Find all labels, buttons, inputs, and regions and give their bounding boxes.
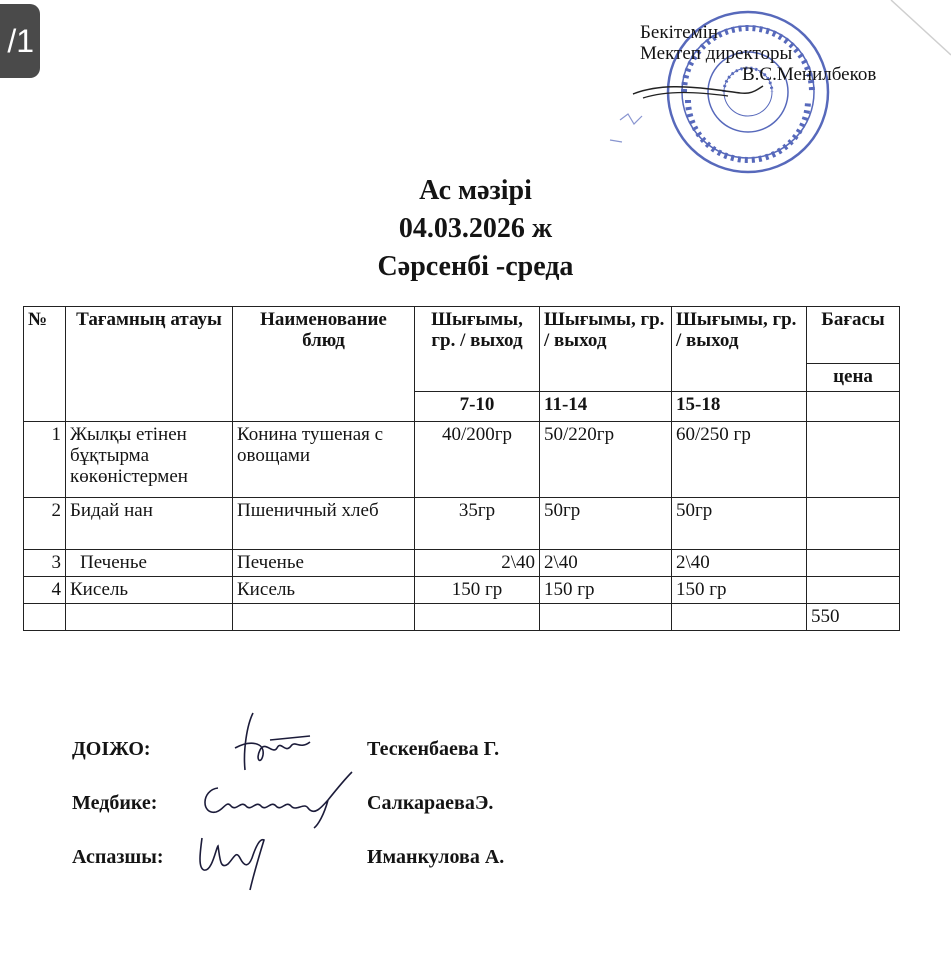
table-total-row: [24, 604, 900, 631]
header-age-3: 15-18: [672, 392, 807, 422]
price-cell: [807, 577, 900, 604]
dish-name-ru: Печенье: [233, 550, 415, 577]
handwritten-signature-1: [215, 710, 325, 775]
blank-cell: [24, 604, 66, 631]
table-row: [24, 422, 900, 498]
menu-title-block: [0, 172, 951, 286]
price-cell: [807, 550, 900, 577]
dish-name-kz: Бидай нан: [66, 498, 233, 550]
header-dish-ru: Наименование блюд: [233, 307, 415, 422]
signature-role: Медбике:: [72, 792, 158, 814]
blank-cell: [540, 604, 672, 631]
row-number: 3: [24, 550, 66, 577]
output-7-10: 150 гр: [415, 577, 540, 604]
dish-name-ru: Конина тушеная с овощами: [233, 422, 415, 498]
blank-cell: [672, 604, 807, 631]
output-11-14: 50гр: [540, 498, 672, 550]
output-7-10: 35гр: [415, 498, 540, 550]
header-output-1: Шығымы, гр. / выход: [415, 307, 540, 392]
header-age-2: 11-14: [540, 392, 672, 422]
table-row: [24, 550, 900, 577]
price-cell: [807, 422, 900, 498]
signature-name: СалкараеваЭ.: [367, 792, 494, 814]
table-row: [24, 577, 900, 604]
handwritten-signature-3: [190, 828, 280, 893]
menu-title: Ас мәзірі: [419, 175, 532, 206]
header-price-kz: Бағасы: [807, 307, 900, 364]
blank-cell: [66, 604, 233, 631]
header-price-ru: цена: [807, 364, 900, 392]
dish-name-kz: Печенье: [66, 550, 233, 577]
page-counter-badge: /1: [0, 4, 40, 78]
menu-table: [23, 306, 900, 631]
signature-role: ДОІЖО:: [72, 738, 151, 760]
handwritten-signature-2: [196, 770, 361, 830]
output-11-14: 150 гр: [540, 577, 672, 604]
dish-name-kz: Жылқы етінен бұқтырма көкөністермен: [66, 422, 233, 498]
header-age-1: 7-10: [415, 392, 540, 422]
header-dish-kz: Тағамның атауы: [66, 307, 233, 422]
signature-role: Аспазшы:: [72, 846, 164, 868]
output-7-10: 40/200гр: [415, 422, 540, 498]
blank-cell: [415, 604, 540, 631]
table-row: [24, 498, 900, 550]
price-cell: [807, 498, 900, 550]
dish-name-kz: Кисель: [66, 577, 233, 604]
total-price: 550: [807, 604, 900, 631]
blank-cell: [233, 604, 415, 631]
output-15-18: 150 гр: [672, 577, 807, 604]
header-output-3: Шығымы, гр. / выход: [672, 307, 807, 392]
menu-date: 04.03.2026 ж: [398, 213, 553, 244]
menu-weekday: Сәрсенбі -среда: [377, 251, 574, 282]
row-number: 4: [24, 577, 66, 604]
output-11-14: 50/220гр: [540, 422, 672, 498]
header-output-2: Шығымы, гр. / выход: [540, 307, 672, 392]
approval-line1: Бекітемін: [640, 22, 719, 43]
output-7-10: 2\40: [415, 550, 540, 577]
row-number: 2: [24, 498, 66, 550]
row-number: 1: [24, 422, 66, 498]
dish-name-ru: Пшеничный хлеб: [233, 498, 415, 550]
header-number: №: [24, 307, 66, 422]
output-15-18: 50гр: [672, 498, 807, 550]
approval-line2: Мектеп директоры: [640, 43, 793, 64]
dish-name-ru: Кисель: [233, 577, 415, 604]
approval-name: В.С.Менилбеков: [742, 64, 877, 85]
signature-name: Тескенбаева Г.: [367, 738, 500, 760]
output-15-18: 2\40: [672, 550, 807, 577]
signature-name: Иманкулова А.: [367, 846, 505, 868]
output-15-18: 60/250 гр: [672, 422, 807, 498]
output-11-14: 2\40: [540, 550, 672, 577]
approval-block: [640, 22, 876, 85]
header-price-blank: [807, 392, 900, 422]
